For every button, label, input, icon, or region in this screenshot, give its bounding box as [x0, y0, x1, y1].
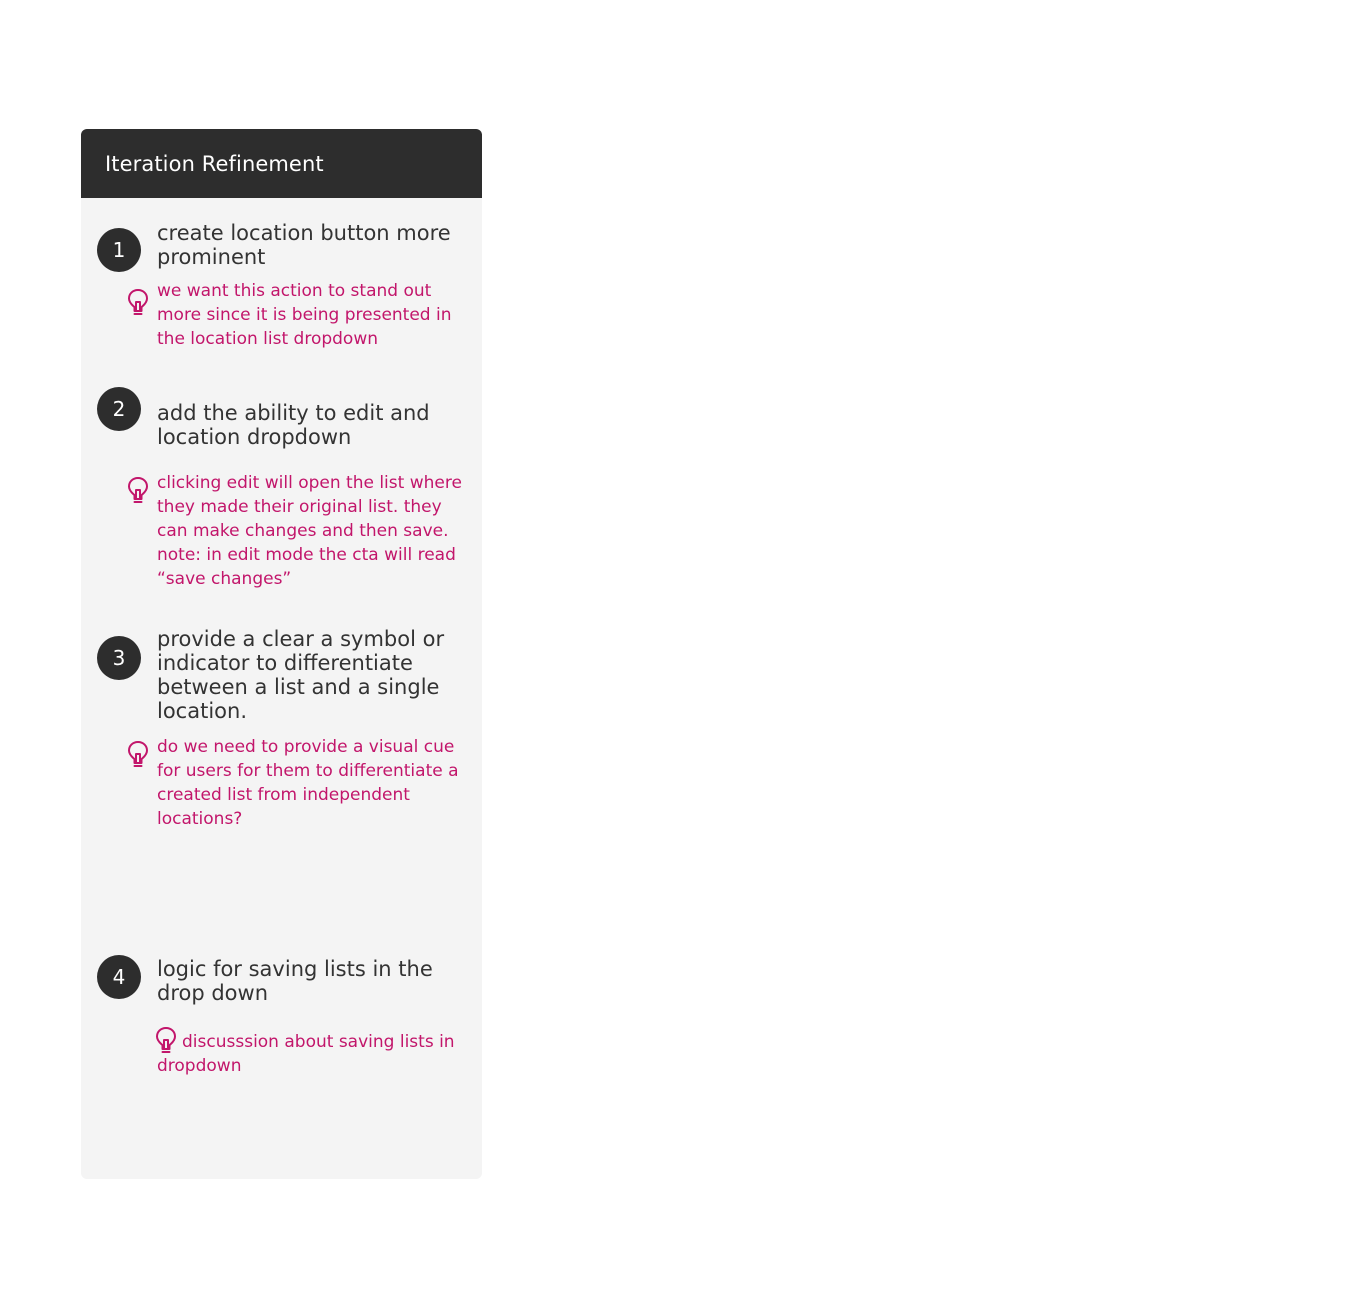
step-note-4: discusssion about saving lists in dropdown: [157, 1032, 455, 1076]
lightbulb-icon: [127, 740, 149, 768]
step-heading-2: add the ability to edit and location dropdown: [157, 401, 430, 449]
step-number-4: 4: [97, 955, 141, 999]
step-heading-1: create location button more prominent: [157, 221, 451, 269]
panel-header: [81, 129, 482, 198]
step-note-3: do we need to provide a visual cue for users for them to differentiate a created list from independent locations?: [157, 737, 459, 829]
iteration-refinement-panel: [81, 129, 482, 1179]
step-number-3: 3: [97, 636, 141, 680]
lightbulb-icon: [127, 476, 149, 504]
step-heading-3: provide a clear a symbol or indicator to differentiate between a list and a single location.: [157, 627, 445, 723]
step-number-2: 2: [97, 387, 141, 431]
lightbulb-icon: [127, 288, 149, 316]
step-heading-4: logic for saving lists in the drop down: [157, 957, 433, 1005]
step-number-1: 1: [97, 228, 141, 272]
step-note-1: we want this action to stand out more since it is being presented in the location list dropdown: [157, 281, 452, 349]
panel-title: Iteration Refinement: [105, 151, 324, 176]
step-note-2: clicking edit will open the list where they made their original list. they can make changes and then save. note: in edit mode the cta will read “save changes”: [157, 473, 462, 589]
